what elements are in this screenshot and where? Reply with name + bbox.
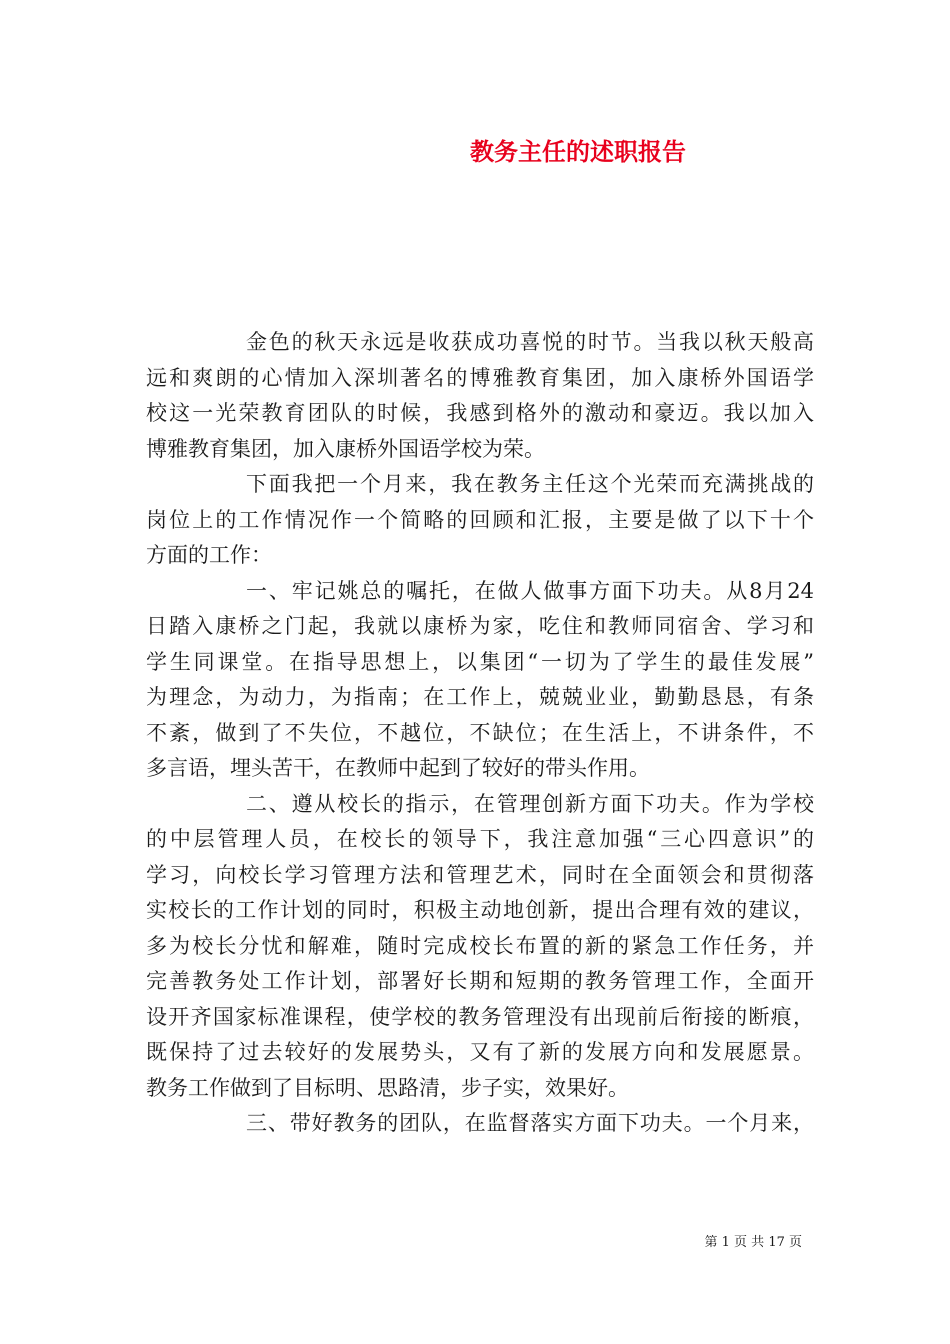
- paragraph-line: 校这一光荣教育团队的时候，我感到格外的激动和豪迈。我以加入: [146, 401, 814, 425]
- paragraph-line: 设开齐国家标准课程，使学校的教务管理没有出现前后衔接的断痕，: [146, 1004, 814, 1029]
- paragraph-line: 三、带好教务的团队，在监督落实方面下功夫。一个月来，: [246, 1111, 814, 1135]
- paragraph-line: 学习，向校长学习管理方法和管理艺术，同时在全面领会和贯彻落: [146, 862, 814, 887]
- paragraph-line: 博雅教育集团，加入康桥外国语学校为荣。: [146, 436, 545, 461]
- paragraph-line: 不紊，做到了不失位，不越位，不缺位；在生活上，不讲条件，不: [146, 720, 814, 745]
- paragraph-line: 下面我把一个月来，我在教务主任这个光荣而充满挑战的: [246, 472, 814, 496]
- paragraph-line: 二、遵从校长的指示，在管理创新方面下功夫。作为学校: [246, 791, 814, 816]
- paragraph-line: 岗位上的工作情况作一个简略的回顾和汇报，主要是做了以下十个: [146, 507, 814, 532]
- document-body: [146, 325, 814, 1142]
- paragraph: [146, 325, 814, 467]
- paragraph-line: 多言语，埋头苦干，在教师中起到了较好的带头作用。: [146, 756, 650, 780]
- paragraph-line: 方面的工作：: [146, 543, 272, 567]
- paragraph-line: 多为校长分忧和解难，随时完成校长布置的新的紧急工作任务，并: [146, 933, 814, 958]
- paragraph-line: 日踏入康桥之门起，我就以康桥为家，吃住和教师同宿舍、学习和: [146, 614, 814, 638]
- paragraph-line: 金色的秋天永远是收获成功喜悦的时节。当我以秋天般高: [246, 330, 814, 354]
- paragraph-line: 学生同课堂。在指导思想上，以集团“一切为了学生的最佳发展”: [146, 649, 814, 674]
- paragraph-line: 一、牢记姚总的嘱托，在做人做事方面下功夫。从8月24: [246, 578, 814, 603]
- page-footer: 第 1 页 共 17 页: [704, 1235, 802, 1250]
- paragraph-line: 既保持了过去较好的发展势头，又有了新的发展方向和发展愿景。: [146, 1040, 814, 1064]
- paragraph: [146, 574, 814, 787]
- paragraph-line: 为理念，为动力，为指南；在工作上，兢兢业业，勤勤恳恳，有条: [146, 685, 814, 709]
- paragraph-line: 完善教务处工作计划，部署好长期和短期的教务管理工作，全面开: [146, 969, 814, 993]
- document-title: 教务主任的述职报告: [470, 137, 686, 166]
- paragraph-line: 远和爽朗的心情加入深圳著名的博雅教育集团，加入康桥外国语学: [146, 365, 814, 390]
- paragraph-line: 教务工作做到了目标明、思路清，步子实，效果好。: [146, 1075, 629, 1100]
- paragraph: [146, 1106, 814, 1142]
- paragraph-line: 实校长的工作计划的同时，积极主动地创新，提出合理有效的建议，: [146, 898, 814, 922]
- paragraph: [146, 467, 814, 574]
- paragraph: [146, 787, 814, 1107]
- paragraph-line: 的中层管理人员，在校长的领导下，我注意加强“三心四意识”的: [146, 827, 814, 851]
